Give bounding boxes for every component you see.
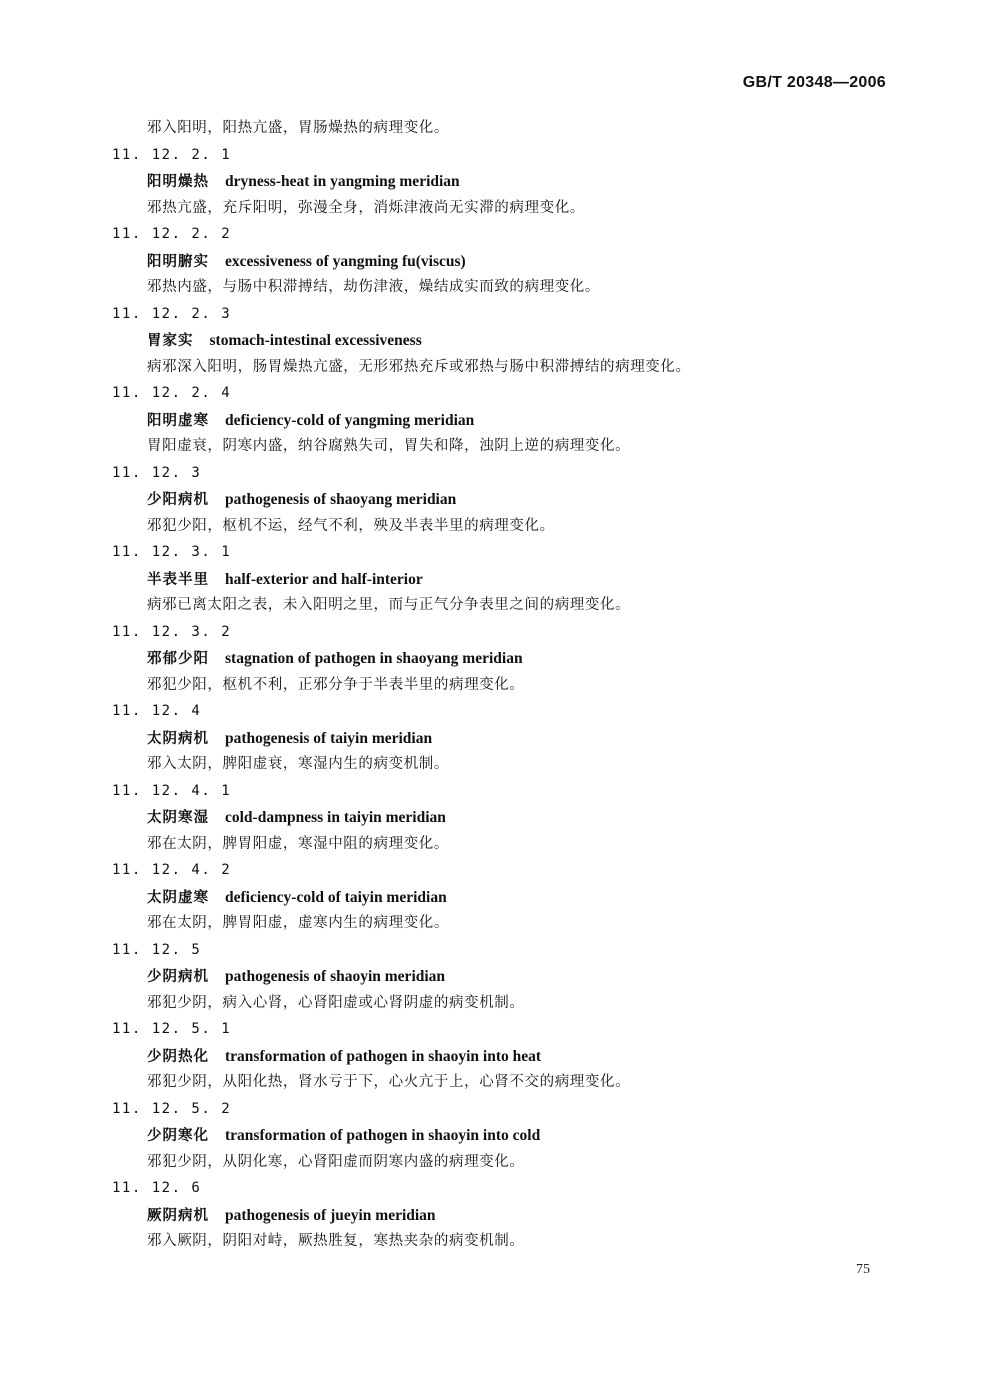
entry-number: 11. 12. 6 (112, 1180, 202, 1196)
term-english: cold-dampness in taiyin meridian (225, 809, 446, 826)
term-chinese: 阳明虚寒 (147, 412, 209, 429)
term-chinese: 太阴寒湿 (147, 810, 209, 826)
term-english: pathogenesis of shaoyin meridian (225, 968, 446, 985)
entry-definition: 病邪已离太阳之表，未入阳明之里，而与正气分争表里之间的病理变化。 (147, 597, 631, 613)
term-chinese: 少阴寒化 (147, 1128, 209, 1144)
entry-number: 11. 12. 5. 1 (112, 1021, 232, 1037)
intro-definition: 邪入阳明，阳热亢盛，胃肠燥热的病理变化。 (147, 120, 449, 136)
term-english: stomach-intestinal excessiveness (209, 332, 422, 349)
entry-definition: 病邪深入阳明，肠胃燥热亢盛，无形邪热充斥或邪热与肠中积滞搏结的病理变化。 (147, 358, 691, 375)
entry (0, 539, 999, 619)
entry-term (0, 1043, 999, 1070)
term-chinese: 阳明腑实 (147, 253, 209, 270)
term-english: stagnation of pathogen in shaoyang meridian (225, 650, 523, 667)
entry-definition: 邪在太阴，脾胃阳虚，虚寒内生的病理变化。 (147, 915, 449, 931)
entry (0, 301, 999, 381)
entry-number: 11. 12. 3. 1 (112, 544, 232, 560)
term-chinese: 胃家实 (147, 333, 194, 349)
page-number: 75 (856, 1262, 870, 1277)
entry-number: 11. 12. 2. 2 (112, 226, 232, 242)
entry-term (0, 963, 999, 990)
entry (0, 937, 999, 1017)
term-english: pathogenesis of shaoyang meridian (225, 491, 457, 508)
entry-definition: 胃阳虚衰，阴寒内盛，纳谷腐熟失司，胃失和降，浊阴上逆的病理变化。 (147, 438, 631, 454)
entry-term (0, 327, 999, 354)
entry (0, 857, 999, 937)
entry (0, 1016, 999, 1096)
entry-number: 11. 12. 5 (112, 941, 202, 958)
entry-definition: 邪热内盛，与肠中积滞搏结，劫伤津液，燥结成实而致的病理变化。 (147, 279, 600, 295)
entry (0, 142, 999, 222)
entry (0, 698, 999, 778)
entry-number: 11. 12. 2. 3 (112, 305, 232, 322)
term-english: excessiveness of yangming fu(viscus) (225, 252, 466, 270)
entry-definition: 邪犯少阳，枢机不利，正邪分争于半表半里的病理变化。 (147, 676, 525, 693)
entry-number: 11. 12. 4. 2 (112, 862, 232, 878)
entry-term (0, 645, 999, 672)
entry-term (0, 248, 999, 275)
entry-definition: 邪犯少阳，枢机不运，经气不利，殃及半表半里的病理变化。 (147, 517, 555, 534)
entry-number: 11. 12. 4 (112, 703, 202, 719)
term-english: half-exterior and half-interior (225, 570, 423, 588)
entry (0, 380, 999, 460)
entry-definition: 邪犯少阴，病入心肾，心肾阳虚或心肾阴虚的病变机制。 (147, 994, 525, 1011)
term-english: deficiency-cold of yangming meridian (225, 411, 475, 429)
term-english: transformation of pathogen in shaoyin into cold (225, 1127, 541, 1144)
term-chinese: 邪郁少阳 (147, 651, 209, 667)
term-english: pathogenesis of jueyin meridian (225, 1206, 436, 1224)
entry-definition: 邪犯少阴，从阳化热，肾水亏于下，心火亢于上，心肾不交的病理变化。 (147, 1074, 631, 1090)
term-chinese: 少阴热化 (147, 1048, 209, 1065)
entry-term (0, 804, 999, 831)
entry-number: 11. 12. 2. 4 (112, 385, 232, 401)
term-chinese: 半表半里 (147, 571, 209, 588)
term-chinese: 厥阴病机 (147, 1207, 209, 1224)
entry-definition: 邪热亢盛，充斥阳明，弥漫全身，消烁津液尚无实滞的病理变化。 (147, 199, 585, 216)
entry-number: 11. 12. 3 (112, 464, 202, 481)
entry-number: 11. 12. 3. 2 (112, 623, 232, 640)
entry-term (0, 725, 999, 752)
entry-term (0, 407, 999, 434)
term-english: deficiency-cold of taiyin meridian (225, 888, 447, 906)
entry-term (0, 486, 999, 513)
document-body (0, 115, 999, 1255)
term-chinese: 少阳病机 (147, 492, 209, 508)
entry-definition: 邪入太阴，脾阳虚衰，寒湿内生的病变机制。 (147, 756, 449, 772)
entry-term (0, 1202, 999, 1229)
term-chinese: 太阴虚寒 (147, 889, 209, 906)
entry-term (0, 168, 999, 195)
term-english: pathogenesis of taiyin meridian (225, 729, 433, 747)
entry-term (0, 566, 999, 593)
term-english: transformation of pathogen in shaoyin into heat (225, 1047, 542, 1065)
term-chinese: 阳明燥热 (147, 174, 209, 190)
standard-code-header: GB/T 20348—2006 (742, 74, 886, 91)
entry (0, 1175, 999, 1255)
entry (0, 778, 999, 858)
entry-definition: 邪犯少阴，从阴化寒，心肾阳虚而阴寒内盛的病理变化。 (147, 1153, 525, 1170)
entry-definition: 邪在太阴，脾胃阳虚，寒湿中阻的病理变化。 (147, 835, 449, 852)
entry (0, 619, 999, 699)
entry (0, 221, 999, 301)
entry-number: 11. 12. 2. 1 (112, 146, 232, 163)
entry-term (0, 884, 999, 911)
entry-term (0, 1122, 999, 1149)
term-chinese: 少阴病机 (147, 969, 209, 985)
entry (0, 460, 999, 540)
entry-number: 11. 12. 4. 1 (112, 782, 232, 799)
entry-definition: 邪入厥阴，阴阳对峙，厥热胜复，寒热夹杂的病变机制。 (147, 1233, 525, 1249)
entry-number: 11. 12. 5. 2 (112, 1100, 232, 1117)
term-chinese: 太阴病机 (147, 730, 209, 747)
term-english: dryness-heat in yangming meridian (225, 173, 460, 190)
entry (0, 1096, 999, 1176)
